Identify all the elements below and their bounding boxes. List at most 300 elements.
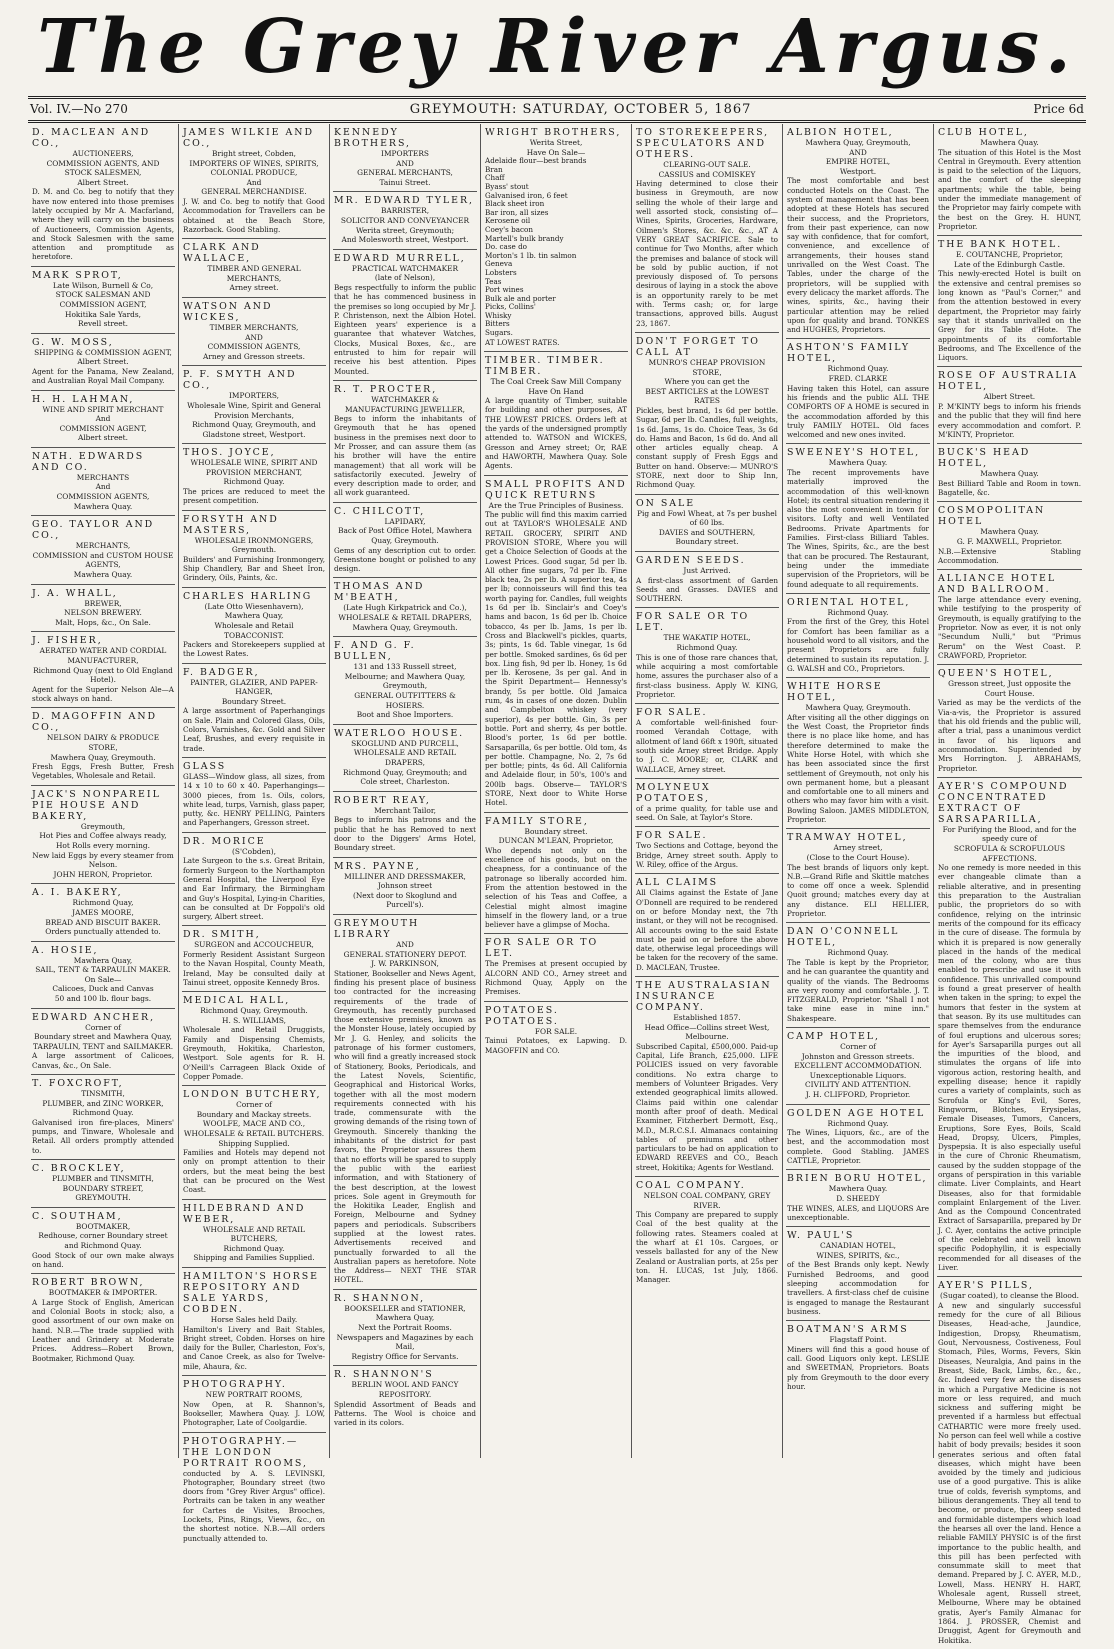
ad-body: Begs respectfully to inform the public that he has commenced business in the premises so long occupied by Mr J. P. Christenson, next the Albion Hotel. Eighteen years' experience is a guarantee that whatever Watches, Clocks, Musical Boxes, &c., are entrusted to him for repair will receive his best attention. Pipes Mounted. bbox=[334, 282, 476, 376]
ad-body: Formerly Resident Assistant Surgeon to the Navan Hospital, County Meath, Ireland, May be consulted daily at Tainui street, opposite Kennedy Bros. bbox=[183, 950, 325, 987]
ad-heading: COSMOPOLITAN HOTEL bbox=[938, 505, 1046, 528]
advertisement bbox=[484, 124, 628, 352]
ad-body: A Large Stock of English, American and Colonial Boots in stock; also, a good assortment of our own make on hand. N.B.—The trade supplied with Leather and Grindery at Moderate Prices. Address—Robert Brown, Bootmaker, Richmond Quay. bbox=[32, 1297, 174, 1363]
ad-heading: MOLYNEUX POTATOES, bbox=[636, 781, 711, 804]
ad-line: Mawhera Quay, bbox=[73, 955, 133, 965]
ad-body: Late Surgeon to the s.s. Great Britain, formerly Surgeon to the Northampton General Hospital, the Liverpool Eye and Ear Infirmary, the Birmingham and Guy's Hospital, Lying-in Charities, can be consulted at Dr Foppoli's old surgery, Albert street. bbox=[183, 856, 325, 922]
ad-heading: FOR SALE. bbox=[636, 707, 708, 719]
ad-line: Mawhera Quay. bbox=[828, 1184, 888, 1194]
ad-line: TIMBER AND GENERAL MERCHANTS, bbox=[207, 264, 301, 283]
ad-line: For Purifying the Blood, and for the speedy cure of bbox=[942, 824, 1077, 844]
ad-line: TIMBER MERCHANTS, bbox=[209, 322, 299, 332]
ad-line: SOLICITOR AND CONVEYANCER bbox=[340, 215, 470, 225]
ad-line: Hokitika Sale Yards, bbox=[65, 309, 141, 319]
ad-heading: ROSE OF AUSTRALIA HOTEL, bbox=[938, 370, 1079, 393]
ad-heading: CLARK AND WALLACE, bbox=[183, 242, 261, 265]
ad-line: MUNRO'S CHEAP PROVISION STORE, bbox=[648, 357, 766, 377]
ad-body: A comfortable well-finished four-roomed Verandah Cottage, with allotment of land 66ft x 190ft, situated south side Arney street Bridge. Apply to J. C. MOORE; or, CLARK and WALLACE, Arney street. bbox=[636, 718, 778, 774]
column-7 bbox=[934, 124, 1085, 1645]
ad-heading: ASHTON'S FAMILY HOTEL, bbox=[787, 342, 911, 365]
column-6 bbox=[783, 124, 934, 1458]
ad-body: Wholesale and Retail Druggists, Family and Dispensing Chemists, Greymouth, Hokitika, Charleston, Westport. Sole agents for R. H. O'Neill's Carrageen Black Oxide of Copper Pomade. bbox=[183, 1025, 325, 1081]
ad-line: J. W. PARKINSON, bbox=[371, 959, 439, 969]
ad-line: DAVIES and SOUTHERN, bbox=[658, 527, 756, 537]
ad-line: Late of the Edinburgh Castle. bbox=[953, 259, 1066, 269]
advertisement bbox=[635, 124, 779, 333]
advertisement bbox=[182, 926, 326, 992]
ad-line: Horse Sales held Daily. bbox=[210, 1315, 298, 1324]
ad-body: Now Open, at R. Shannon's, Bookseller, Mawhera Quay. J. LOW, Photographer, Late of Coolgardie. bbox=[183, 1399, 325, 1428]
ad-heading: FOR SALE OR TO LET. bbox=[636, 611, 750, 634]
ad-heading: ALLIANCE HOTEL AND BALLROOM. bbox=[938, 573, 1057, 596]
ad-body: A large assortment of Calicoes, Canvas, &c., On Sale. bbox=[32, 1051, 174, 1070]
ad-line: Revell street. bbox=[78, 319, 128, 329]
ad-line: Richmond Quay. bbox=[72, 1108, 134, 1118]
place-date: GREYMOUTH: SATURDAY, OCTOBER 5, 1867 bbox=[409, 101, 752, 117]
ad-line: Late Wilson, Burnell & Co, bbox=[52, 280, 154, 290]
ad-line: Albert street. bbox=[77, 433, 129, 443]
ad-line: GREYMOUTH. bbox=[75, 1193, 131, 1203]
advertisement bbox=[786, 124, 930, 339]
ad-line: J. H. CLIFFORD, Proprietor. bbox=[805, 1089, 911, 1099]
ad-line: Richmond Quay, bbox=[72, 898, 134, 908]
ad-line: EMPIRE HOTEL, bbox=[825, 157, 891, 167]
ad-item: Coey's bacon bbox=[485, 224, 533, 234]
ad-line: Wholesale Wine, Spirit and General Provision Merchants, bbox=[187, 400, 321, 420]
ad-body: Two Sections and Cottage, beyond the Bridge, Arney street south. Apply to W. Riley, office of the Argus. bbox=[636, 841, 778, 870]
advertisement bbox=[937, 502, 1082, 570]
ad-body: Having taken this Hotel, can assure his friends and the public ALL THE COMFORTS OF A HOME is secured in the accommodation afforded by this truly FAMILY HOTEL. Old faces welcomed and new ones invited. bbox=[787, 383, 929, 440]
ad-line: And Molesworth street, Westport. bbox=[341, 235, 469, 245]
ad-heading: WRIGHT BROTHERS, bbox=[485, 127, 622, 138]
ad-line: BOUNDARY STREET, bbox=[62, 1183, 144, 1193]
ad-body: Having determined to close their business in Greymouth, are now selling the whole of their large and well assorted stock, consisting of— Wines, Spirits, Groceries, Hardware, Oilmen's Stores, &c. &c. &c., AT A VERY GREAT SACRIFICE. Sale to continue for Two Months, after which the premises and balance of stock will be sold by public auction, if not previously disposed of. To persons desirous of laying in a stock the above is an opportunity rarely to be met with. Terms cash; or, for large transactions, approved bills. August 23, 1867. bbox=[636, 179, 778, 328]
ad-line: WHOLESALE & RETAIL BUTCHERS. bbox=[183, 1128, 325, 1138]
advertisement bbox=[333, 858, 477, 915]
ad-body: Hamilton's Livery and Bait Stables, Bright street, Cobden. Horses on hire daily for the Buller, Charleston, Fox's, and Canoe Creek, as also for Twelve-mile, Ahaura, &c. bbox=[183, 1324, 325, 1371]
ad-heading: P. F. SMYTH AND CO., bbox=[183, 369, 297, 392]
ad-line: DUNCAN M'LEAN, Proprietor, bbox=[498, 836, 614, 846]
ad-line: Albert Street. bbox=[77, 357, 129, 367]
ad-line: Werita Street, bbox=[529, 138, 583, 147]
advertisement bbox=[31, 585, 175, 633]
ad-heading: A. I. BAKERY, bbox=[32, 887, 123, 899]
ad-heading: GOLDEN AGE HOTEL bbox=[787, 1107, 926, 1119]
ad-body: D. M. and Co. beg to notify that they have now entered into those premises lately occupied by Mr A. Macfarland, where they will carry on the business of Auctioneers, Commission Agents, and Stock Salesmen with the same attention and promptitude as heretofore. bbox=[32, 187, 174, 262]
advertisement bbox=[484, 813, 628, 935]
advertisement bbox=[333, 124, 477, 192]
ad-body: From the first of the Grey, this Hotel for Comfort has been familiar as a household word to all visitors, and the present Proprietors are fully determined to sustain its reputation. J. G. WALSH and CO., Proprietors. bbox=[787, 617, 929, 673]
ad-line: MILLINER AND DRESSMAKER, bbox=[344, 871, 466, 881]
ad-line: Albert Street. bbox=[983, 392, 1036, 402]
ad-line: CASSIUS and COMISKEY bbox=[658, 169, 756, 179]
advertisement bbox=[31, 448, 175, 516]
ad-heading: ROBERT REAY, bbox=[334, 794, 431, 806]
ad-heading: CAMP HOTEL, bbox=[787, 1031, 880, 1043]
ad-heading: EDWARD ANCHER, bbox=[32, 1011, 156, 1023]
ad-line: JOHN HERON, Proprietor. bbox=[53, 869, 153, 879]
ad-body: AT LOWEST RATES. bbox=[485, 337, 560, 347]
ad-line: NELSON COAL COMPANY, GREY RIVER. bbox=[643, 1190, 771, 1210]
ad-body: Families and Hotels may depend not only on prompt attention to their orders, but the meat being the best that can be procured on the West Coast. bbox=[183, 1148, 325, 1195]
ad-line: Flagstaff Point. bbox=[829, 1335, 887, 1345]
ad-body: This Company are prepared to supply Coal of the best quality at the following rates. Steamers coaled at the wharf at £1 10s. Cargoes, or vessels ballasted for any of the New Zealand or Australian ports, at 25s per ton. H. LUCAS, 1st July, 1866. Manager. bbox=[636, 1210, 778, 1285]
ad-line: Arney street. bbox=[229, 283, 279, 293]
ad-body: Tainui Potatoes, ex Lapwing. D. MAGOFFIN and CO. bbox=[485, 1036, 627, 1055]
ad-item: Black sheet iron bbox=[485, 199, 545, 209]
advertisement bbox=[31, 391, 175, 448]
ad-line: WHOLESALE AND RETAIL BUTCHERS, bbox=[202, 1224, 306, 1244]
advertisement bbox=[31, 124, 175, 267]
ad-line: WOOLFE, MACE AND CO., bbox=[202, 1119, 306, 1129]
advertisement bbox=[31, 1160, 175, 1208]
ad-item: Bran bbox=[485, 164, 503, 174]
ad-line: Richmond Quay. bbox=[223, 1243, 285, 1253]
ad-body: Varied as may be the verdicts of the Via-a-vis, the Proprietor is assured that his old friends and the public will, after a trial, pass a unanimous verdict in favor of his liquors and accommodation. Superintended by Mrs Horrington. J. ABRAHAMS, Proprietor. bbox=[938, 698, 1081, 773]
ad-heading: MARK SPROT, bbox=[32, 269, 123, 281]
ad-line: IMPORTERS OF WINES, SPIRITS, bbox=[189, 158, 319, 168]
advertisement bbox=[937, 778, 1082, 1277]
ad-line: Greymouth, bbox=[80, 821, 126, 831]
ad-heading: GREYMOUTH LIBRARY bbox=[334, 917, 420, 940]
ad-heading: J. FISHER, bbox=[32, 635, 103, 647]
ad-heading: BUCK'S HEAD HOTEL, bbox=[938, 447, 1031, 470]
ad-heading: H. H. LAHMAN, bbox=[32, 393, 135, 405]
ad-heading: ALBION HOTEL, bbox=[787, 127, 894, 138]
ad-line: AERATED WATER AND CORDIAL MANUFACTURER, bbox=[39, 646, 167, 665]
ad-line: Just Arrived. bbox=[683, 565, 731, 575]
ad-line: Boundary and Mackay streets. bbox=[196, 1109, 312, 1119]
ad-body: This is one of those rare chances that, while acquiring a most comfortable home, assures the purchaser also of a first-class business. Apply W. KING, Proprietor. bbox=[636, 652, 778, 699]
ad-line: AND bbox=[396, 158, 414, 168]
ad-line: Richmond Quay. bbox=[827, 1118, 889, 1128]
ad-line: Orders punctually attended to. bbox=[45, 927, 161, 937]
ad-body: conducted by A. S. LEVINSKI, Photographer, Boundary street (two doors from "Grey River Argus" office). Portraits can be taken in any weather for Cartes de Visites, Brooches, Lockets, Pins, Rings, Views, &c., on the shortest notice. N.B.—All orders punctually attended to. bbox=[183, 1468, 325, 1543]
advertisement bbox=[484, 352, 628, 476]
ad-heading: T. FOXCROFT, bbox=[32, 1078, 124, 1090]
ad-line: Back of Post Office Hotel, Mawhera Quay, Greymouth. bbox=[338, 526, 472, 545]
ad-line: Corner of bbox=[236, 1100, 272, 1110]
advertisement bbox=[182, 758, 326, 833]
ad-item-list bbox=[485, 157, 627, 337]
ad-line: NELSON BREWERY. bbox=[64, 608, 142, 618]
ad-item: Teas bbox=[485, 276, 502, 286]
advertisement bbox=[786, 678, 930, 829]
advertisement bbox=[182, 1433, 326, 1547]
newspaper-title: The Grey River Argus. bbox=[37, 4, 1077, 90]
ad-heading: ORIENTAL HOTEL, bbox=[787, 596, 911, 608]
ad-line: Mawhera Quay. bbox=[980, 469, 1039, 479]
ad-line: Mawhera Quay. bbox=[980, 138, 1039, 147]
advertisement bbox=[635, 495, 779, 552]
ad-item: Whisky bbox=[485, 310, 512, 320]
advertisement bbox=[31, 1075, 175, 1160]
ad-heading: W. PAUL'S bbox=[787, 1230, 855, 1242]
ad-line: Richmond Quay (next to Old England Hotel). bbox=[33, 665, 173, 685]
advertisement bbox=[635, 552, 779, 608]
advertisement bbox=[182, 366, 326, 444]
advertisement bbox=[333, 503, 477, 579]
ad-line: G. F. MAXWELL, Proprietor. bbox=[956, 536, 1063, 546]
ad-line: Wholesale and Retail bbox=[214, 620, 294, 630]
ad-line: Are the True Principles of Business. bbox=[488, 500, 624, 510]
ad-line: Boundary street. bbox=[524, 826, 588, 836]
ad-line: Merchant Tailor, bbox=[374, 805, 436, 815]
ad-line: Greymouth. bbox=[231, 545, 277, 555]
advertisement bbox=[333, 192, 477, 249]
ad-line: AND bbox=[245, 332, 263, 342]
ad-heading: GEO. TAYLOR AND CO., bbox=[32, 519, 155, 542]
ad-line: Richmond Quay, Greymouth. bbox=[200, 1006, 308, 1016]
ad-heading: THE BANK HOTEL. bbox=[938, 239, 1063, 251]
ad-line: Gresson street, Just opposite the Court House. bbox=[948, 679, 1071, 698]
ad-heading: DR. SMITH, bbox=[183, 929, 261, 941]
ad-line: Have On Sale— bbox=[526, 147, 586, 157]
ad-line: Corner of bbox=[85, 1022, 121, 1032]
ad-body: The recent improvements have materially improved the accommodation of this well-known Hotel; its central situation rendering it also the most convenient in town for visitors. Lofty and well Ventilated Bedrooms. Private Apartments for Families. First-class Billiard Tables. The Wines, Spirits, &c., are the best that can be procured. The Restaurant, being under the immediate supervision of the Proprietors, will be found adequate to all requirements. bbox=[787, 467, 929, 589]
advertisement bbox=[333, 915, 477, 1290]
ad-line: THE WAKATIP HOTEL, bbox=[663, 633, 751, 643]
ad-heading: WATERLOO HOUSE. bbox=[334, 727, 465, 739]
advertisement bbox=[182, 511, 326, 588]
ad-body: A large quantity of Timber, suitable for building and other purposes, AT THE LOWEST PRICES. Orders left at the yards of the undersigned promptly attended to. WATSON and WICKES, Gresson and Arney street; Or, RAE and HAWORTH, Mawhera Quay. Sole Agents. bbox=[485, 396, 627, 471]
ad-item: Sugars. bbox=[485, 328, 513, 338]
advertisement bbox=[182, 833, 326, 927]
ad-body: A first-class assortment of Garden Seeds and Grasses. DAVIES and SOUTHERN. bbox=[636, 575, 778, 604]
ad-line: BOOTMAKER & IMPORTER. bbox=[48, 1288, 158, 1298]
ad-line: BOOTMAKER, bbox=[75, 1221, 131, 1231]
ad-body: This newly-erected Hotel is built on the extensive and central premises so long known as "Paul's Corner," and from the attention bestowed in every department, the Proprietor may fairly say that it stands unrivalled on the Grey for its Table d'Hote. The appointments of its comfortable Bedrooms, and The Excellence of the Liquors. bbox=[938, 269, 1081, 363]
ad-line: Pig and Fowl Wheat, at 7s per bushel of 60 lbs. bbox=[636, 508, 778, 528]
advertisement bbox=[182, 298, 326, 366]
ad-line: Richmond Quay. bbox=[827, 364, 889, 374]
ad-line: Hot Rolls every morning. bbox=[55, 840, 151, 850]
advertisement bbox=[786, 339, 930, 444]
ad-line: Tainui Street. bbox=[379, 177, 431, 187]
advertisement bbox=[31, 708, 175, 785]
ad-line: Richmond Quay. bbox=[223, 477, 285, 487]
ad-line: MERCHANTS bbox=[76, 472, 130, 482]
ad-line: PRACTICAL WATCHMAKER bbox=[351, 263, 459, 273]
ad-body: J. W. and Co. beg to notify that Good Accommodation for Travellers can be obtained at the Beach Store, Razorback. Good Stabling. bbox=[183, 196, 325, 234]
ad-line: Richmond Quay. bbox=[827, 607, 889, 617]
ad-line: AUCTIONEERS, bbox=[72, 149, 134, 158]
ad-heading: JAMES WILKIE AND CO., bbox=[183, 127, 314, 149]
advertisement bbox=[31, 1208, 175, 1274]
ad-heading: J. A. WHALL, bbox=[32, 587, 118, 599]
ad-heading: MR. EDWARD TYLER, bbox=[334, 195, 475, 207]
advertisement bbox=[31, 267, 175, 334]
ad-line: Calicoes, Duck and Canvas bbox=[52, 984, 154, 994]
ad-item: Bitters bbox=[485, 319, 510, 329]
advertisement bbox=[333, 250, 477, 381]
ad-line: (Late Otto Wiesenhavern), bbox=[204, 601, 304, 611]
ad-body: Good Stock of our own make always on hand. bbox=[32, 1250, 174, 1269]
price: Price 6d bbox=[1033, 102, 1084, 116]
ad-line: Malt, Hops, &c., On Sale. bbox=[55, 617, 151, 627]
ad-line: BOOKSELLER and STATIONER, bbox=[344, 1303, 466, 1313]
ad-line: The Coal Creek Saw Mill Company bbox=[490, 376, 622, 386]
ad-line: SAIL, TENT & TARPAULIN MAKER. bbox=[35, 965, 171, 975]
advertisement bbox=[31, 1274, 175, 1367]
ad-line: STOCK SALESMAN AND COMMISSION AGENT, bbox=[55, 290, 151, 309]
ad-heading: C. CHILCOTT, bbox=[334, 505, 426, 517]
ad-line: COMMISSION AGENTS, bbox=[56, 492, 150, 502]
ad-item: Kerosene oil bbox=[485, 216, 531, 226]
ad-line: New laid Eggs by every steamer from Nelson. bbox=[32, 850, 174, 870]
ad-heading: G. W. MOSS, bbox=[32, 336, 114, 348]
ad-heading: THOS. JOYCE, bbox=[183, 447, 276, 459]
ad-line: (late of Nelson), bbox=[374, 273, 436, 283]
ad-heading: POTATOES. POTATOES. bbox=[485, 1004, 559, 1027]
advertisement bbox=[333, 1366, 477, 1431]
ad-item: Geneva bbox=[485, 259, 513, 269]
ad-body: Gems of any description cut to order. Greenstone bought or polished to any design. bbox=[334, 545, 476, 574]
ad-heading: DON'T FORGET TO CALL AT bbox=[636, 335, 760, 358]
ad-heading: QUEEN'S HOTEL, bbox=[938, 668, 1054, 680]
advertisement bbox=[182, 124, 326, 239]
ad-line: CIVILITY AND ATTENTION. bbox=[805, 1080, 911, 1090]
advertisement bbox=[182, 588, 326, 664]
ad-body: The Wines, Liquors, &c., are of the best, and the accommodation most complete. Good Stabling. JAMES CATTLE, Proprietor. bbox=[787, 1128, 929, 1166]
ad-line: Mawhera Quay, Greymouth. bbox=[805, 703, 911, 713]
advertisement bbox=[182, 1086, 326, 1199]
ad-line: Mawhera Quay. bbox=[828, 458, 888, 468]
ad-line: LAPIDARY, bbox=[384, 516, 426, 526]
ad-line: Albert Street. bbox=[77, 177, 129, 187]
ad-line: BREAD AND BISCUIT BAKER. bbox=[45, 917, 161, 927]
ad-item: Martell's bulk brandy bbox=[485, 233, 564, 243]
ad-heading: COAL COMPANY. bbox=[636, 1179, 746, 1191]
ad-heading: CHARLES HARLING bbox=[183, 590, 313, 602]
ad-item: Bulk ale and porter bbox=[485, 293, 556, 303]
ad-line: Redhouse, corner Boundary street and Richmond Quay. bbox=[38, 1231, 168, 1250]
ad-line: CLEARING-OUT SALE. bbox=[663, 160, 751, 169]
ad-heading: PHOTOGRAPHY.—THE LONDON PORTRAIT ROOMS, bbox=[183, 1435, 309, 1469]
advertisement bbox=[937, 236, 1082, 367]
advertisement bbox=[786, 1105, 930, 1171]
ad-heading: KENNEDY BROTHERS, bbox=[334, 127, 412, 149]
ad-line: IMPORTERS bbox=[381, 149, 429, 158]
ad-line: GENERAL MERCHANTS, bbox=[357, 168, 453, 178]
ad-heading: ON SALE bbox=[636, 497, 696, 509]
ad-line: SURGEON and ACCOUCHEUR, bbox=[194, 940, 314, 950]
ad-body: The public will find this maxim carried out at TAYLOR'S WHOLESALE AND RETAIL GROCERY, SPIRIT AND PROVISION STORE, Where you will get a Choice Selection of Goods at the Lowest Prices. Good sugar, 5d per lb. All other fine sugars, 7d per lb. Fine black tea, 2s per lb. A superior tea, 4s per lb; connoisseurs will find this tea worth paying for. Candles, full weights 1s 6d per lb. Sinclair's and Coey's hams and bacon, 1s 6d per lb. Choice tobacco, 4s per lb. Jams, 1s per lb. Cross and Blackwell's pickles, quarts, 3s; pints, 1s 6d. Table vinegar, 1s 6d per bottle. Smoked sardines, 6s 6d per box. Ling fish, 9d per lb. Honey, 1s 6d per lb. Kerosene, 3s per gal. And in the Spirit Department— Hennessy's brandy, 5s per bottle. Old Jamaica rum, 4s in cases of one dozen. Dublin and Campbelton whiskey (very superior), 4s per bottle. Gin, 3s per bottle. Port and sherry, 4s per bottle. Blood's porter, 1s 6d per bottle. Sarsaparilla, 6s per bottle. Old tom, 4s per bottle. Champagne, No. 2, 7s 6d per bottle; pints, 4s 6d. All California and Adelaide flour, in 50's, 100's and 200lb bags. Observe— TAYLOR'S STORE, Next door to White Horse Hotel. bbox=[485, 510, 627, 808]
ad-heading: DAN O'CONNELL HOTEL, bbox=[787, 926, 900, 949]
ad-body: After visiting all the other diggings on the West Coast, the Proprietor finds there is no place like home, and has therefore determined to make the White Horse Hotel, with which she has been associated since the first settlement of Greymouth, not only his own permanent home, but a pleasant and comfortable one to all miners and others who may favor him with a visit. Bowling Saloon. JAMES MIDDLETON, Proprietor. bbox=[787, 712, 929, 825]
ad-heading: BOATMAN'S ARMS bbox=[787, 1324, 909, 1336]
ad-line: Mawhera Quay. bbox=[73, 501, 133, 511]
ad-line: GENERAL MERCHANDISE. bbox=[201, 187, 307, 197]
ad-heading: ALL CLAIMS bbox=[636, 877, 719, 889]
advertisement bbox=[937, 124, 1082, 236]
advertisement bbox=[786, 923, 930, 1028]
advertisement bbox=[31, 516, 175, 584]
ad-line: Arney street, bbox=[833, 843, 883, 853]
ad-heading: DR. MORICE bbox=[183, 835, 266, 847]
ad-body: Subscribed Capital, £500,000. Paid-up Capital, Life Branch, £25,000. LIFE POLICIES issued on very favorable conditions. No extra charge to members of Volunteer Brigades. Very extended geographical limits allowed. Claims paid within one calendar month after proof of death. Medical Examiner, Fitzherbert Dermott, Esq., M.D., M.R.C.S.I. Almanacs containing tables of premiums and other particulars to be had on application to EDWARD REEVES and CO., Beach street, Hokitika; Agents for Westland. bbox=[636, 1041, 778, 1172]
advertisement bbox=[635, 608, 779, 704]
ad-line: (Late Hugh Kirkpatrick and Co.), bbox=[343, 603, 467, 613]
column-2 bbox=[179, 124, 330, 1543]
advertisement bbox=[31, 884, 175, 941]
advertisement bbox=[937, 444, 1082, 502]
ad-line: GENERAL STATIONERY DEPOT. bbox=[343, 949, 467, 959]
ad-heading: NATH. EDWARDS AND CO. bbox=[32, 450, 145, 473]
ad-heading: A. HOSIE, bbox=[32, 944, 99, 956]
ad-body: The Premises at present occupied by ALCORN AND CO., Arney street and Richmond Quay, Apply on the Premises. bbox=[485, 959, 627, 997]
ad-line: And bbox=[246, 177, 262, 187]
advertisement bbox=[182, 239, 326, 298]
ad-line: Werita street, Greymouth; bbox=[355, 225, 455, 235]
ad-line: AND bbox=[396, 939, 414, 949]
ad-body: All Claims against the Estate of Jane O'Donnell are required to be rendered on or before Monday next, the 7th instant, or they will not be recognised. All accounts owing to the said Estate must be paid on or before the above date, otherwise legal proceedings will be taken for the recovery of the same. D. MACLEAN, Trustee. bbox=[636, 888, 778, 972]
ad-heading: CLUB HOTEL, bbox=[938, 127, 1029, 138]
column-4 bbox=[481, 124, 632, 1458]
ad-body: Packers and Storekeepers supplied at the Lowest Rates. bbox=[183, 640, 325, 659]
ad-line: BEST ARTICLES at the LOWEST RATES bbox=[645, 386, 769, 406]
advertisement bbox=[333, 792, 477, 858]
ad-body: of the Best Brands only kept. Newly Furnished Bedrooms, and good sleeping accommodation for travellers. A first-class chef de cuisine is engaged to manage the Restaurant business. bbox=[787, 1260, 929, 1316]
ad-body: The Table is kept by the Proprietor, and he can guarantee the quantity and quality of the viands. The Bedrooms are very roomy and comfortable. J. T. FITZGERALD, Proprietor. "Shall I not take mine ease in mine inn." Shakespeare. bbox=[787, 957, 929, 1023]
ad-line: Johnson street bbox=[377, 881, 433, 891]
ad-body: The best brands of liquors only kept. N.B.—Grand Rifle and Skittle matches to come off once a week. Splendid Quoit ground; matches every day at any distance. ELI HELLIER, Proprietor. bbox=[787, 862, 929, 919]
advertisement bbox=[635, 333, 779, 495]
advertisement bbox=[31, 1009, 175, 1075]
ad-line: COMMISSION AGENTS, AND STOCK SALESMEN, bbox=[46, 158, 160, 178]
ad-line: NEW PORTRAIT ROOMS, bbox=[205, 1390, 303, 1400]
advertisement bbox=[937, 570, 1082, 665]
ad-line: Bright street, Cobden, bbox=[212, 149, 296, 158]
ad-line: COLONIAL PRODUCE, bbox=[210, 168, 298, 178]
advertisement bbox=[937, 1277, 1082, 1649]
ad-line: 131 and 133 Russell street, Melbourne; and Mawhera Quay, Greymouth, bbox=[344, 662, 466, 691]
columns bbox=[28, 124, 1086, 1645]
advertisement bbox=[635, 874, 779, 977]
ad-line: (Sugar coated), to cleanse the Blood. bbox=[940, 1291, 1079, 1301]
ad-line: SCROFULA & SCROFULOUS AFFECTIONS. bbox=[953, 844, 1066, 863]
advertisement bbox=[786, 1321, 930, 1395]
ad-body: Agent for the Superior Nelson Ale—A stock always on hand. bbox=[32, 684, 174, 704]
ad-body: Splendid Assortment of Beads and Patterns. The Wool is choice and varied in its colors. bbox=[334, 1399, 476, 1428]
advertisement bbox=[786, 829, 930, 923]
ad-line: WINES, SPIRITS, &c., bbox=[816, 1250, 900, 1260]
ad-body: The prices are reduced to meet the present competition. bbox=[183, 487, 325, 506]
ad-item: Lobsters bbox=[485, 267, 517, 277]
advertisement bbox=[31, 334, 175, 391]
advertisement bbox=[182, 664, 326, 758]
ad-item: Morton's 1 lb. tin salmon bbox=[485, 250, 577, 260]
advertisement bbox=[333, 637, 477, 725]
advertisement bbox=[484, 934, 628, 1001]
ad-line: COMMISSION AGENTS, bbox=[207, 342, 301, 352]
ad-line: BARRISTER, bbox=[380, 206, 430, 216]
advertisement bbox=[484, 476, 628, 813]
ad-line: COMMISSION and CUSTOM HOUSE AGENTS, bbox=[32, 550, 174, 570]
ad-line: Boundary Street. bbox=[221, 696, 287, 706]
ad-line: COMMISSION AGENT, bbox=[59, 423, 147, 433]
advertisement bbox=[484, 1002, 628, 1059]
ad-heading: D. MACLEAN AND CO., bbox=[32, 127, 151, 149]
ad-heading: WATSON AND WICKES, bbox=[183, 300, 273, 323]
ad-item: Galvanised iron, 6 feet bbox=[485, 190, 568, 200]
ad-heading: R. SHANNON, bbox=[334, 1292, 426, 1304]
ad-body: Pickles, best brand, 1s 6d per bottle. Sugar, 6d per lb. Candles, full weights, 1s 6d. Jams, 1s do. Choice Teas, 3s 6d do. Hams and Bacon, 1s 6d do. And all other articles equally cheap. A constant supply of Fresh Eggs and Butter on hand. Observe:— MUNRO'S STORE, next door to Ship Inn, Richmond Quay. bbox=[636, 405, 778, 490]
ad-heading: C. BROCKLEY, bbox=[32, 1163, 126, 1174]
advertisement bbox=[333, 725, 477, 792]
ad-heading: TIMBER. TIMBER. TIMBER. bbox=[485, 354, 605, 377]
ad-line: BREWER, bbox=[84, 598, 122, 608]
